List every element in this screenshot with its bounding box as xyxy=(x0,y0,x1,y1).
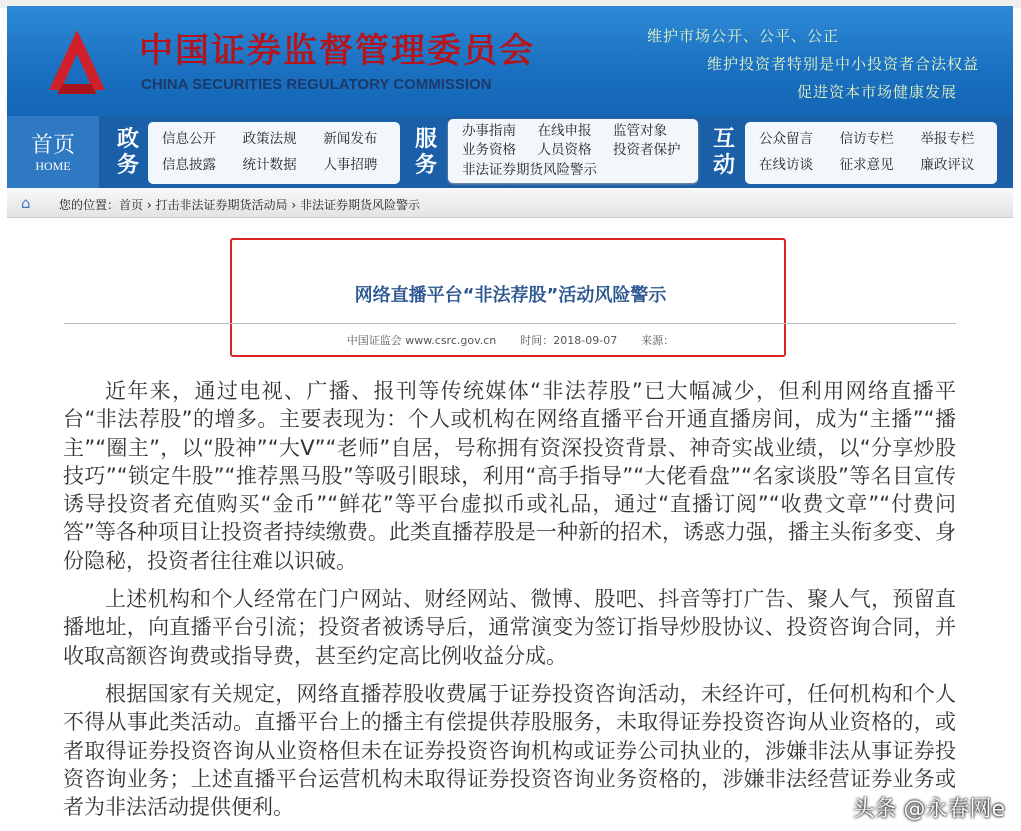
nav-group-fuwu xyxy=(448,119,698,183)
nav-link[interactable]: 监管对象 xyxy=(613,123,667,139)
nav-home[interactable] xyxy=(7,116,99,188)
breadcrumb-link[interactable]: 打击非法证券期货活动局 xyxy=(155,198,288,212)
nav-link[interactable]: 征求意见 xyxy=(839,157,894,173)
site-title-en: CHINA SECURITIES REGULATORY COMMISSION xyxy=(141,76,492,93)
chevron-right-icon: › xyxy=(146,198,156,212)
nav-link[interactable]: 在线申报 xyxy=(537,123,592,139)
breadcrumb-current: 非法证券期货风险警示 xyxy=(299,198,420,212)
nav-link[interactable]: 廉政评议 xyxy=(920,157,975,173)
nav-link[interactable]: 统计数据 xyxy=(242,157,297,173)
nav-section-label: 互动 xyxy=(713,126,736,178)
slogan: 促进资本市场健康发展 xyxy=(797,83,958,101)
nav-link[interactable]: 政策法规 xyxy=(242,131,297,147)
article-time: 时间：2018-09-07 xyxy=(520,334,618,347)
breadcrumb xyxy=(7,188,1013,218)
article-body xyxy=(63,377,956,831)
slogan: 维护投资者特别是中小投资者合法权益 xyxy=(707,55,980,73)
watermark: 头条 @永春网e xyxy=(852,797,1005,822)
article-meta xyxy=(0,332,1021,348)
home-label: 首页 xyxy=(30,133,75,158)
slogan: 维护市场公开、公平、公正 xyxy=(647,27,840,45)
site-banner xyxy=(7,6,1013,116)
paragraph: 近年来，通过电视、广播、报刊等传统媒体“非法荐股”已大幅减少，但利用网络直播平台“非法荐股”的增多。主要表现为：个人或机构在网络直播平台开通直播房间，成为“主播”“播主”“圈主”，以“股神”“大V”“老师”自居，号称拥有资深投资背景、神奇实战业绩，以“分享炒股技巧”“锁定牛股”“推荐黑马股”等吸引眼球，利用“高手指导”“大佬看盘”“名家谈股”等名目宣传诱导投资者充值购买“金币”“鲜花”等平台虚拟币或礼品，通过“直播订阅”“收费文章”“付费问答”等各种项目让投资者持续缴费。此类直播荐股是一种新的招术，诱惑力强，播主头衔多变、身份隐秘，投资者往往难以识破。 xyxy=(63,379,956,573)
nav-link[interactable]: 举报专栏 xyxy=(920,131,975,147)
nav-link[interactable]: 在线访谈 xyxy=(759,157,813,173)
nav-link[interactable]: 投资者保护 xyxy=(613,142,681,159)
article-origin: 来源： xyxy=(641,334,675,347)
nav-link[interactable]: 信息公开 xyxy=(162,131,216,147)
nav-link[interactable]: 非法证券期货风险警示 xyxy=(462,161,597,178)
chevron-right-icon: › xyxy=(291,198,300,212)
nav-link[interactable]: 信访专栏 xyxy=(839,131,894,147)
paragraph: 上述机构和个人经常在门户网站、财经网站、微博、股吧、抖音等打广告、聚人气，预留直播地址，向直播平台引流；投资者被诱导后，通常演变为签订指导炒股协议、投资咨询合同，并收取高额咨询费或指导费，甚至约定高比例收益分成。 xyxy=(63,587,956,668)
nav-link[interactable]: 信息披露 xyxy=(162,157,216,173)
article-title: 网络直播平台“非法荐股”活动风险警示 xyxy=(354,285,667,306)
divider xyxy=(64,323,956,324)
nav-link[interactable]: 办事指南 xyxy=(462,123,516,139)
csrc-logo-icon xyxy=(47,28,107,100)
main-nav xyxy=(7,116,1013,188)
site-title-cn[interactable]: 中国证券监督管理委员会 xyxy=(139,31,535,71)
paragraph: 根据国家有关规定，网络直播荐股收费属于证券投资咨询活动，未经许可，任何机构和个人不得从事此类活动。直播平台上的播主有偿提供荐股服务，未取得证券投资咨询从业资格的，或者取得证券投资咨询从业资格但未在证券投资咨询机构或证券公司执业的，涉嫌非法从事证券投资咨询业务；上述直播平台运营机构未取得证券投资咨询业务资格的，涉嫌非法经营证券业务或者为非法活动提供便利。 xyxy=(63,681,956,820)
nav-group-hudong xyxy=(745,122,997,184)
nav-section-label: 服务 xyxy=(415,126,438,178)
nav-group-zhengwu xyxy=(148,122,400,184)
breadcrumb-prefix: 您的位置： xyxy=(59,198,120,212)
breadcrumb-link[interactable]: 首页 xyxy=(119,198,144,212)
nav-link[interactable]: 人员资格 xyxy=(537,142,592,159)
nav-link[interactable]: 人事招聘 xyxy=(323,157,378,173)
nav-section-label: 政务 xyxy=(117,126,140,178)
home-icon[interactable]: ⌂ xyxy=(21,194,31,212)
home-label-en: HOME xyxy=(35,159,71,173)
nav-link[interactable]: 业务资格 xyxy=(462,142,516,159)
nav-link[interactable]: 新闻发布 xyxy=(323,131,378,147)
article-source: 中国证监会 www.csrc.gov.cn xyxy=(346,334,497,347)
nav-link[interactable]: 公众留言 xyxy=(759,131,813,147)
